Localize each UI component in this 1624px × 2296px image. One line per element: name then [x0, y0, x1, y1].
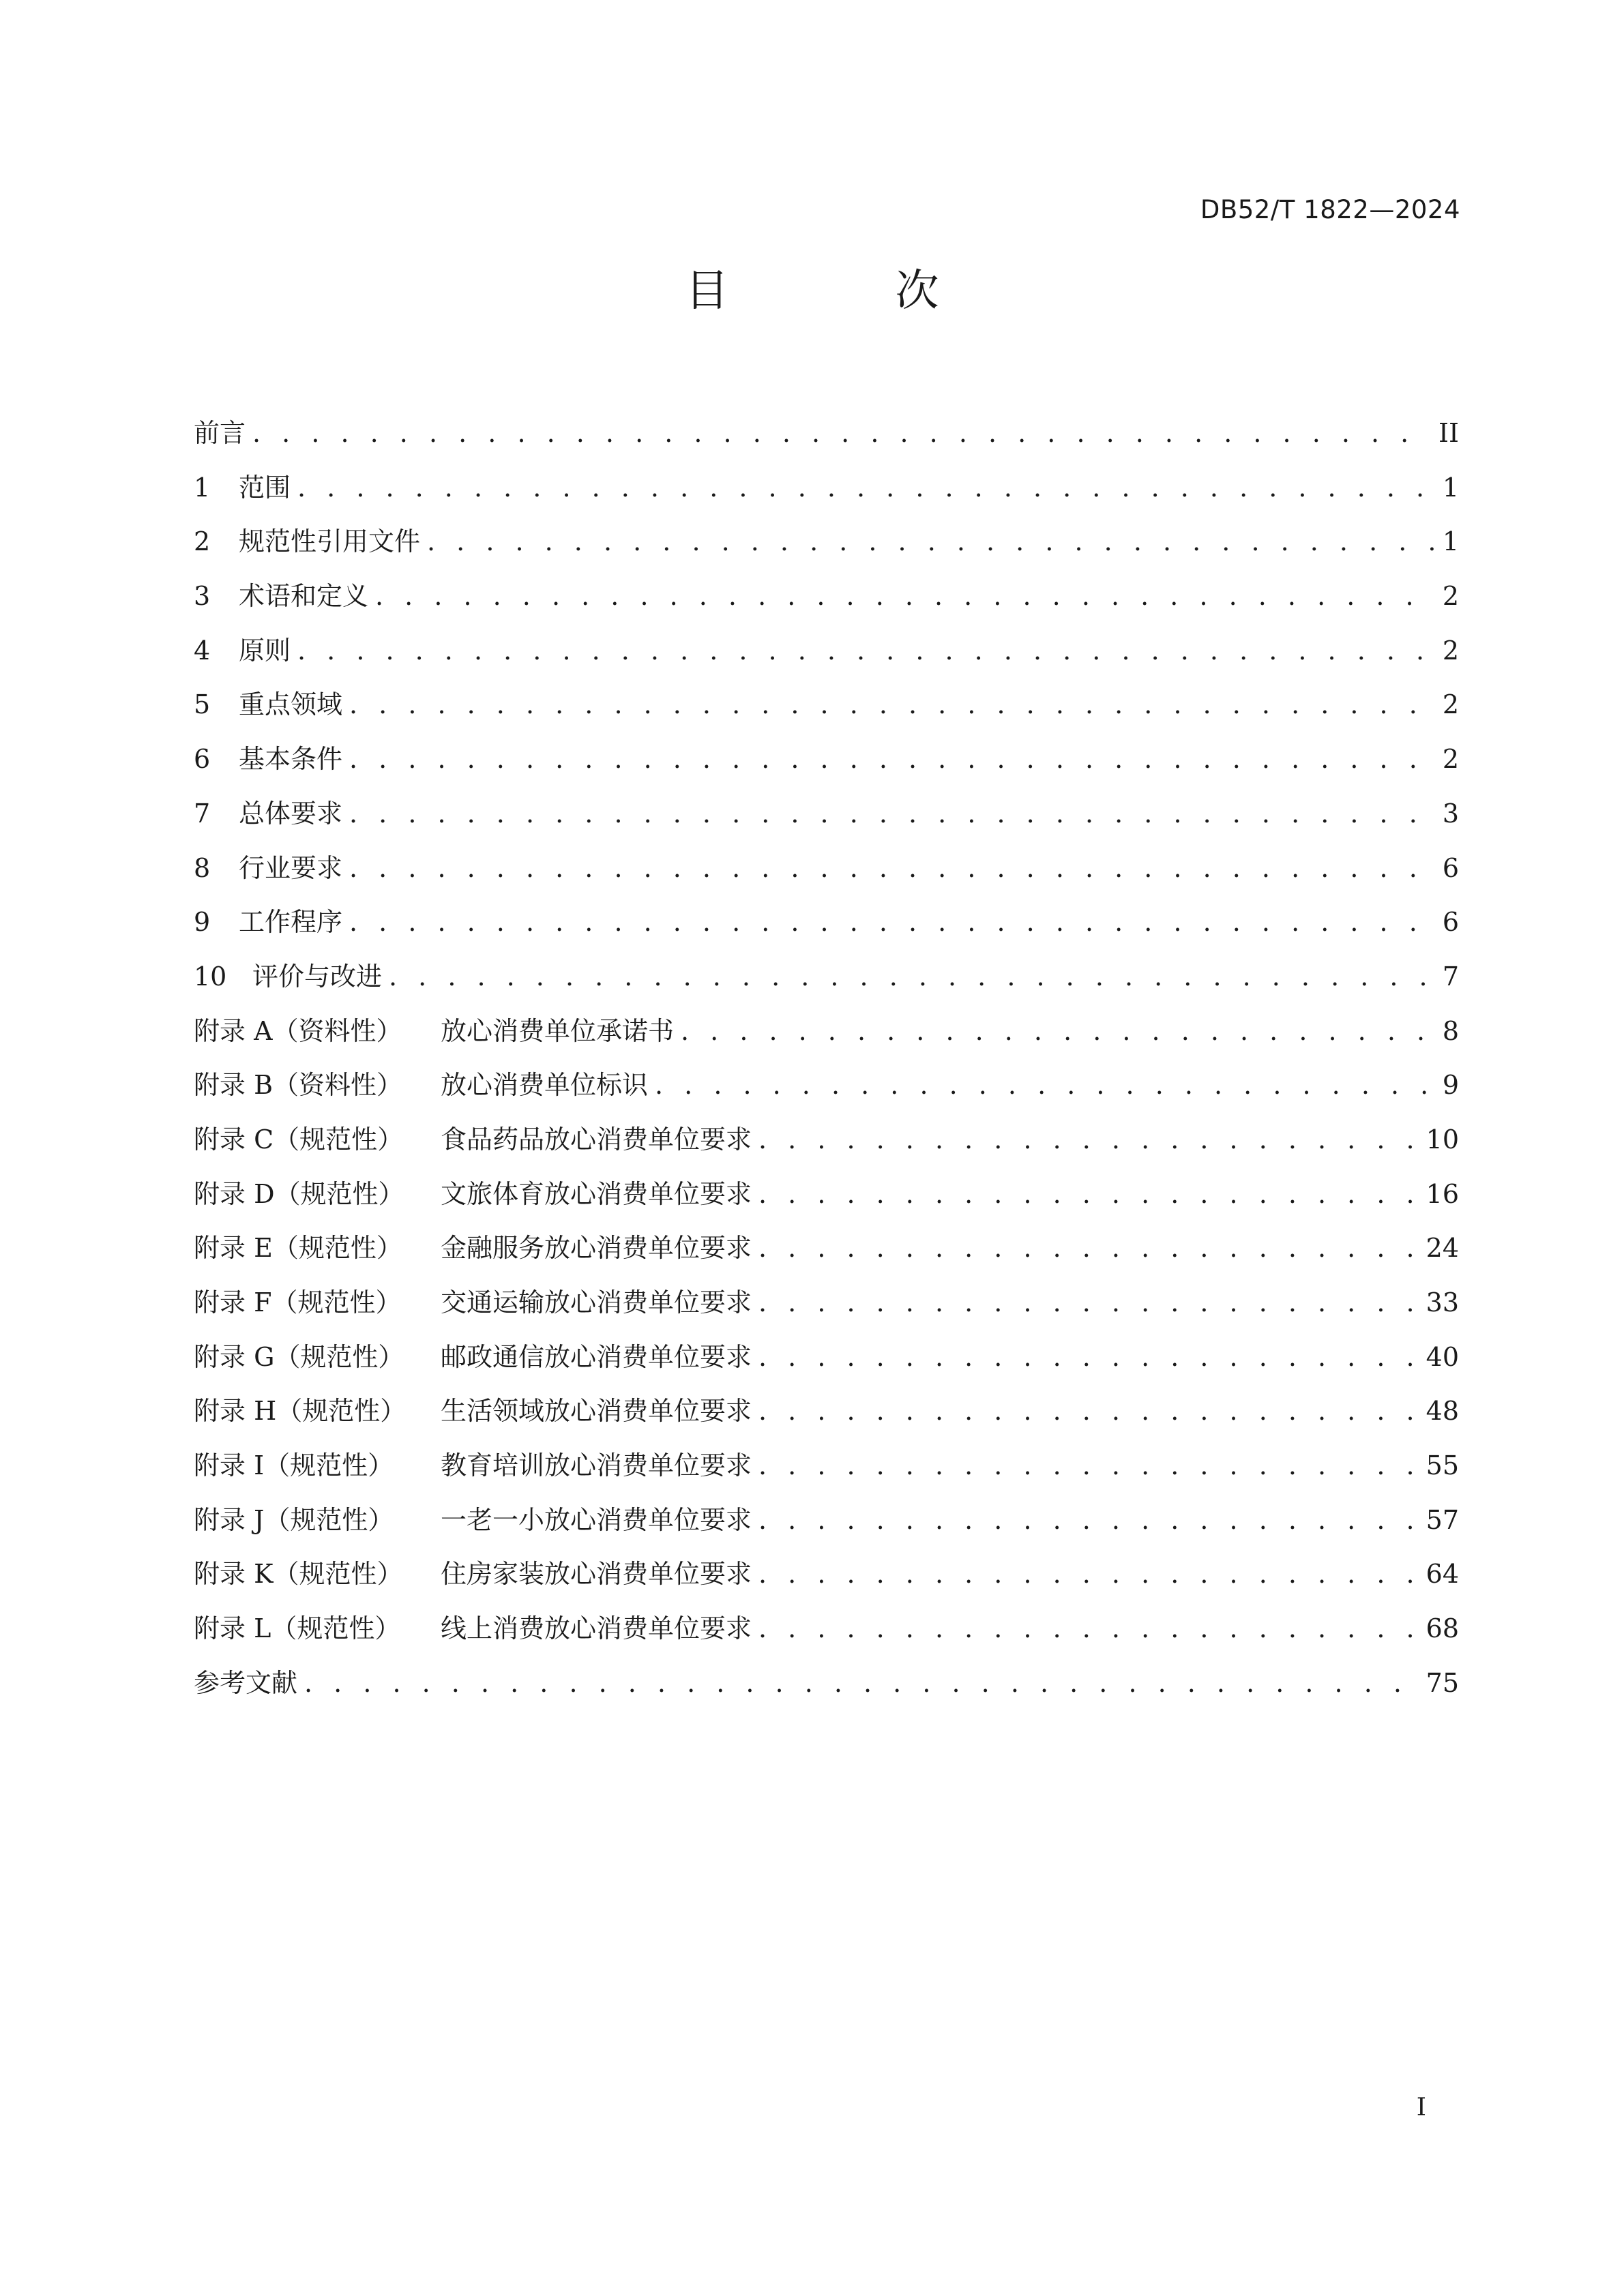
- toc-appendix-prefix: 附录 D（规范性）: [194, 1178, 404, 1209]
- toc-page-number: 2: [1442, 581, 1459, 612]
- toc-section-number: 6: [194, 744, 211, 775]
- toc-label: 生活领域放心消费单位要求: [441, 1396, 752, 1427]
- toc-page-number: 68: [1426, 1613, 1459, 1644]
- toc-entry[interactable]: [194, 732, 1459, 787]
- toc-appendix-prefix: 附录 F（规范性）: [194, 1287, 402, 1317]
- toc-entry[interactable]: [194, 895, 1459, 950]
- toc-entry[interactable]: [194, 841, 1459, 896]
- toc-entry[interactable]: [194, 1547, 1459, 1602]
- toc-dot-leader: [758, 1221, 1419, 1276]
- toc-entry[interactable]: [194, 1167, 1459, 1222]
- toc-page-number: 48: [1426, 1396, 1459, 1427]
- toc-page-number: 6: [1442, 907, 1459, 938]
- toc-dot-leader: [758, 1439, 1419, 1493]
- toc-section-number: 9: [194, 907, 211, 938]
- toc-dot-leader: [349, 787, 1436, 841]
- toc-label: 食品药品放心消费单位要求: [441, 1124, 752, 1154]
- toc-entry[interactable]: [194, 1656, 1459, 1711]
- toc-label: 教育培训放心消费单位要求: [441, 1450, 752, 1481]
- toc-section-number: 7: [194, 798, 211, 829]
- toc-entry[interactable]: [194, 678, 1459, 732]
- toc-dot-leader: [758, 1330, 1419, 1385]
- toc-label: 术语和定义: [239, 581, 369, 612]
- toc-page-number: 6: [1442, 852, 1459, 883]
- toc-dot-leader: [389, 950, 1436, 1004]
- toc-page-number: 55: [1426, 1450, 1459, 1481]
- toc-label: 前言: [194, 418, 246, 448]
- toc-page-number: 7: [1442, 961, 1459, 992]
- page-title: 目 次: [685, 266, 1001, 316]
- toc-page-number: 10: [1426, 1124, 1459, 1154]
- toc-page-number: 57: [1426, 1504, 1459, 1535]
- toc-entry[interactable]: [194, 950, 1459, 1004]
- toc-label: 范围: [239, 472, 291, 503]
- toc-page-number: 2: [1442, 744, 1459, 775]
- toc-label: 放心消费单位标识: [441, 1070, 649, 1101]
- toc-dot-leader: [758, 1602, 1419, 1656]
- toc-entry[interactable]: [194, 1221, 1459, 1276]
- table-of-contents: [194, 406, 1459, 1711]
- toc-dot-leader: [252, 406, 1432, 461]
- toc-section-number: 5: [194, 689, 211, 720]
- toc-appendix-prefix: 附录 L（规范性）: [194, 1613, 401, 1644]
- toc-label: 文旅体育放心消费单位要求: [441, 1178, 752, 1209]
- toc-label: 规范性引用文件: [239, 526, 421, 557]
- toc-page-number: 2: [1442, 689, 1459, 720]
- toc-dot-leader: [758, 1384, 1419, 1439]
- toc-entry[interactable]: [194, 787, 1459, 841]
- toc-section-number: 8: [194, 852, 211, 883]
- toc-dot-leader: [297, 624, 1436, 679]
- toc-appendix-prefix: 附录 C（规范性）: [194, 1124, 404, 1154]
- toc-appendix-prefix: 附录 K（规范性）: [194, 1559, 403, 1590]
- toc-appendix-prefix: 附录 H（规范性）: [194, 1396, 407, 1427]
- toc-dot-leader: [349, 841, 1436, 896]
- toc-label: 重点领域: [239, 689, 343, 720]
- toc-page-number: 2: [1442, 635, 1459, 666]
- toc-page-number: 9: [1442, 1070, 1459, 1101]
- toc-entry[interactable]: [194, 1276, 1459, 1330]
- toc-entry[interactable]: [194, 624, 1459, 679]
- toc-label: 放心消费单位承诺书: [441, 1015, 675, 1046]
- toc-page-number: 1: [1442, 526, 1459, 557]
- toc-entry[interactable]: [194, 1113, 1459, 1167]
- toc-entry[interactable]: [194, 406, 1459, 461]
- toc-dot-leader: [758, 1493, 1419, 1548]
- toc-entry[interactable]: [194, 1439, 1459, 1493]
- toc-dot-leader: [297, 461, 1436, 516]
- toc-dot-leader: [349, 678, 1436, 732]
- toc-page-number: 64: [1426, 1559, 1459, 1590]
- toc-dot-leader: [349, 895, 1436, 950]
- toc-label: 参考文献: [194, 1667, 298, 1698]
- toc-label: 交通运输放心消费单位要求: [441, 1287, 752, 1317]
- toc-dot-leader: [375, 569, 1436, 624]
- toc-page-number: 16: [1426, 1178, 1459, 1209]
- toc-dot-leader: [758, 1113, 1419, 1167]
- toc-appendix-prefix: 附录 J（规范性）: [194, 1504, 394, 1535]
- toc-section-number: 10: [194, 961, 227, 992]
- toc-dot-leader: [655, 1058, 1436, 1113]
- toc-page-number: 24: [1426, 1233, 1459, 1264]
- toc-appendix-prefix: 附录 A（资料性）: [194, 1015, 402, 1046]
- toc-dot-leader: [758, 1167, 1419, 1222]
- toc-entry[interactable]: [194, 569, 1459, 624]
- toc-appendix-prefix: 附录 G（规范性）: [194, 1341, 404, 1372]
- toc-label: 邮政通信放心消费单位要求: [441, 1341, 752, 1372]
- page-number: I: [1416, 2093, 1426, 2121]
- toc-label: 评价与改进: [252, 961, 383, 992]
- toc-entry[interactable]: [194, 1493, 1459, 1548]
- toc-entry[interactable]: [194, 1004, 1459, 1059]
- toc-dot-leader: [681, 1004, 1436, 1059]
- toc-appendix-prefix: 附录 B（资料性）: [194, 1070, 403, 1101]
- toc-entry[interactable]: [194, 1058, 1459, 1113]
- toc-appendix-prefix: 附录 I（规范性）: [194, 1450, 394, 1481]
- toc-entry[interactable]: [194, 1602, 1459, 1656]
- toc-page-number: 3: [1442, 798, 1459, 829]
- toc-page-number: 8: [1442, 1015, 1459, 1046]
- toc-label: 工作程序: [239, 907, 343, 938]
- toc-label: 金融服务放心消费单位要求: [441, 1233, 752, 1264]
- toc-entry[interactable]: [194, 461, 1459, 516]
- toc-label: 基本条件: [239, 744, 343, 775]
- toc-section-number: 2: [194, 526, 211, 557]
- toc-page-number: 75: [1426, 1667, 1459, 1698]
- toc-section-number: 1: [194, 472, 211, 503]
- toc-label: 一老一小放心消费单位要求: [441, 1504, 752, 1535]
- toc-label: 线上消费放心消费单位要求: [441, 1613, 752, 1644]
- toc-label: 总体要求: [239, 798, 343, 829]
- toc-page-number: 33: [1426, 1287, 1459, 1317]
- toc-appendix-prefix: 附录 E（规范性）: [194, 1233, 402, 1264]
- toc-dot-leader: [349, 732, 1436, 787]
- toc-section-number: 3: [194, 581, 211, 612]
- toc-dot-leader: [758, 1547, 1419, 1602]
- toc-dot-leader: [758, 1276, 1419, 1330]
- toc-section-number: 4: [194, 635, 211, 666]
- toc-entry[interactable]: [194, 1384, 1459, 1439]
- toc-dot-leader: [427, 515, 1436, 569]
- toc-page-number: 40: [1426, 1341, 1459, 1372]
- toc-dot-leader: [304, 1656, 1419, 1711]
- standard-code: DB52/T 1822—2024: [1200, 195, 1460, 224]
- toc-label: 住房家装放心消费单位要求: [441, 1559, 752, 1590]
- toc-entry[interactable]: [194, 515, 1459, 569]
- toc-page-number: II: [1438, 418, 1459, 448]
- toc-label: 原则: [239, 635, 291, 666]
- toc-entry[interactable]: [194, 1330, 1459, 1385]
- toc-label: 行业要求: [239, 852, 343, 883]
- toc-page-number: 1: [1442, 472, 1459, 503]
